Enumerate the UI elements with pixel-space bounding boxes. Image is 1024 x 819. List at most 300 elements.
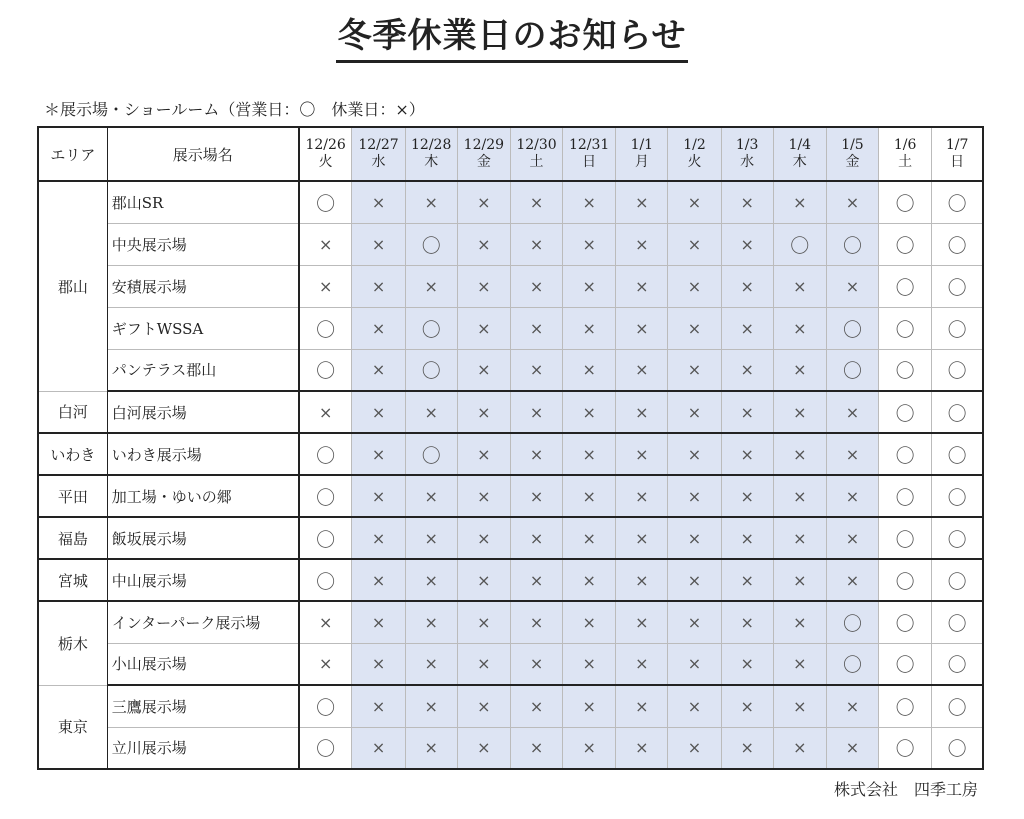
closed-mark: × — [687, 318, 702, 338]
closed-day-cell — [563, 223, 616, 265]
open-day-cell — [932, 391, 983, 433]
table-row — [38, 433, 983, 475]
closed-day-cell — [510, 475, 562, 517]
open-day-cell — [879, 391, 932, 433]
showroom-name-cell: 安積展示場 — [107, 265, 299, 307]
closed-day-cell — [299, 265, 352, 307]
table-row — [38, 643, 983, 685]
closed-mark: × — [845, 486, 860, 506]
area-cell: 宮城 — [38, 559, 107, 601]
closed-mark: × — [845, 402, 860, 422]
open-mark: 〇 — [316, 528, 336, 551]
date-header — [352, 127, 405, 181]
area-cell: 郡山 — [38, 181, 107, 391]
closed-day-cell — [563, 307, 616, 349]
closed-mark: × — [371, 696, 386, 716]
open-day-cell — [879, 517, 932, 559]
open-day-cell — [405, 433, 457, 475]
closed-mark: × — [793, 192, 807, 212]
closed-day-cell — [773, 433, 826, 475]
open-mark: 〇 — [895, 192, 915, 215]
closed-day-cell — [721, 181, 773, 223]
closed-day-cell — [563, 685, 616, 727]
weekday-label: 金 — [845, 154, 860, 170]
open-mark: 〇 — [947, 486, 967, 509]
closed-mark: × — [371, 192, 386, 212]
open-mark: 〇 — [895, 360, 915, 383]
closed-mark: × — [635, 570, 649, 590]
closed-mark: × — [687, 486, 702, 506]
closed-mark: × — [687, 444, 702, 464]
legend-note: ＊展示場・ショールーム（営業日：〇 休業日：×） — [44, 100, 425, 119]
closed-mark: × — [687, 612, 702, 632]
closed-mark: × — [740, 570, 754, 590]
open-mark: 〇 — [947, 738, 967, 761]
closed-mark: × — [582, 444, 596, 464]
date-label: 1/1 — [630, 137, 654, 153]
closed-day-cell — [826, 517, 878, 559]
closed-day-cell — [616, 475, 668, 517]
closed-day-cell — [616, 391, 668, 433]
weekday-label: 金 — [476, 154, 491, 170]
closed-mark: × — [740, 318, 754, 338]
open-mark: 〇 — [947, 570, 967, 593]
closed-mark: × — [318, 234, 333, 254]
closed-day-cell — [826, 475, 878, 517]
open-mark: 〇 — [316, 696, 336, 719]
table-row — [38, 517, 983, 559]
open-mark: 〇 — [947, 318, 967, 341]
closed-day-cell — [457, 223, 510, 265]
date-label: 1/3 — [735, 137, 759, 153]
closed-mark: × — [635, 276, 649, 296]
closed-day-cell — [510, 223, 562, 265]
closed-day-cell — [616, 685, 668, 727]
date-label: 12/28 — [411, 137, 452, 153]
closed-mark: × — [687, 738, 702, 758]
weekday-label: 木 — [424, 154, 439, 170]
closed-mark: × — [635, 360, 649, 380]
closed-mark: × — [477, 612, 491, 632]
closed-mark: × — [318, 612, 333, 632]
date-header — [932, 127, 983, 181]
closed-day-cell — [668, 475, 721, 517]
closed-day-cell — [721, 475, 773, 517]
closed-mark: × — [635, 486, 649, 506]
closed-day-cell — [616, 181, 668, 223]
closed-day-cell — [457, 601, 510, 643]
open-mark: 〇 — [895, 696, 915, 719]
weekday-label: 土 — [529, 154, 544, 170]
open-mark: 〇 — [842, 612, 862, 635]
open-mark: 〇 — [842, 360, 862, 383]
closed-day-cell — [405, 517, 457, 559]
closed-mark: × — [687, 528, 702, 548]
showroom-name-cell: ギフトWSSA — [107, 307, 299, 349]
date-header — [457, 127, 510, 181]
showroom-name-cell: 加工場・ゆいの郷 — [107, 475, 299, 517]
closed-day-cell — [616, 307, 668, 349]
table-row — [38, 181, 983, 223]
closed-day-cell — [352, 517, 405, 559]
showroom-name-cell: 中央展示場 — [107, 223, 299, 265]
date-header — [773, 127, 826, 181]
open-mark: 〇 — [947, 696, 967, 719]
closed-day-cell — [299, 223, 352, 265]
closed-mark: × — [477, 276, 491, 296]
closed-day-cell — [457, 265, 510, 307]
date-label: 12/29 — [463, 137, 505, 153]
closed-mark: × — [424, 654, 438, 674]
closed-day-cell — [773, 517, 826, 559]
open-day-cell — [932, 307, 983, 349]
closed-mark: × — [793, 612, 807, 632]
open-day-cell — [879, 223, 932, 265]
closed-day-cell — [405, 727, 457, 769]
closed-day-cell — [563, 475, 616, 517]
open-day-cell — [299, 727, 352, 769]
closed-mark: × — [687, 360, 702, 380]
open-day-cell — [879, 349, 932, 391]
open-day-cell — [405, 223, 457, 265]
closed-mark: × — [371, 276, 386, 296]
date-label: 1/6 — [893, 137, 917, 153]
closed-mark: × — [318, 402, 333, 422]
closed-day-cell — [457, 685, 510, 727]
closed-day-cell — [405, 601, 457, 643]
closed-mark: × — [845, 192, 860, 212]
closed-mark: × — [740, 738, 754, 758]
closed-day-cell — [773, 391, 826, 433]
date-label: 1/2 — [683, 137, 706, 153]
closed-mark: × — [371, 402, 386, 422]
open-mark: 〇 — [947, 444, 967, 467]
date-label: 12/27 — [358, 137, 399, 153]
closed-mark: × — [635, 738, 649, 758]
closed-mark: × — [582, 612, 596, 632]
closed-mark: × — [477, 486, 491, 506]
closed-mark: × — [582, 234, 596, 254]
open-mark: 〇 — [895, 444, 915, 467]
open-mark: 〇 — [790, 234, 810, 257]
date-header — [826, 127, 878, 181]
closed-mark: × — [424, 192, 438, 212]
closed-mark: × — [740, 192, 754, 212]
open-day-cell — [299, 559, 352, 601]
table-row — [38, 265, 983, 307]
closed-day-cell — [721, 727, 773, 769]
closed-day-cell — [826, 181, 878, 223]
closed-mark: × — [793, 444, 807, 464]
closed-day-cell — [668, 391, 721, 433]
closed-day-cell — [773, 475, 826, 517]
closed-mark: × — [687, 570, 702, 590]
area-cell: いわき — [38, 433, 107, 475]
closed-day-cell — [668, 349, 721, 391]
open-mark: 〇 — [947, 612, 967, 635]
date-label: 12/31 — [568, 137, 610, 153]
closed-mark: × — [477, 528, 491, 548]
page-title — [0, 14, 1024, 63]
closed-day-cell — [352, 643, 405, 685]
closed-day-cell — [721, 391, 773, 433]
open-mark: 〇 — [316, 192, 336, 215]
closed-day-cell — [457, 517, 510, 559]
table-row — [38, 727, 983, 769]
closed-mark: × — [371, 318, 386, 338]
closed-day-cell — [826, 685, 878, 727]
closed-mark: × — [424, 402, 438, 422]
closed-mark: × — [740, 276, 754, 296]
closed-mark: × — [371, 234, 386, 254]
table-row — [38, 307, 983, 349]
showroom-name-cell: 中山展示場 — [107, 559, 299, 601]
closed-day-cell — [352, 391, 405, 433]
closed-day-cell — [721, 559, 773, 601]
open-mark: 〇 — [895, 612, 915, 635]
closed-day-cell — [668, 265, 721, 307]
open-day-cell — [879, 643, 932, 685]
closed-mark: × — [477, 192, 491, 212]
closed-day-cell — [773, 181, 826, 223]
closed-day-cell — [826, 391, 878, 433]
closed-day-cell — [405, 559, 457, 601]
closed-day-cell — [616, 433, 668, 475]
closed-day-cell — [352, 433, 405, 475]
open-day-cell — [932, 349, 983, 391]
closed-day-cell — [668, 643, 721, 685]
open-mark: 〇 — [842, 654, 862, 677]
closed-mark: × — [793, 528, 807, 548]
open-mark: 〇 — [842, 318, 862, 341]
open-mark: 〇 — [316, 738, 336, 761]
closed-day-cell — [299, 601, 352, 643]
open-day-cell — [773, 223, 826, 265]
closed-day-cell — [668, 517, 721, 559]
date-label: 1/5 — [841, 137, 864, 153]
open-day-cell — [299, 433, 352, 475]
closed-day-cell — [616, 727, 668, 769]
closed-day-cell — [510, 685, 562, 727]
closed-mark: × — [740, 654, 754, 674]
closed-mark: × — [424, 276, 438, 296]
closed-mark: × — [424, 528, 438, 548]
closed-day-cell — [773, 349, 826, 391]
closed-day-cell — [510, 559, 562, 601]
closed-mark: × — [371, 612, 386, 632]
open-day-cell — [826, 349, 878, 391]
closed-day-cell — [405, 475, 457, 517]
closed-mark: × — [635, 612, 649, 632]
open-day-cell — [879, 307, 932, 349]
closed-mark: × — [635, 192, 649, 212]
closed-day-cell — [721, 685, 773, 727]
open-day-cell — [299, 307, 352, 349]
closed-mark: × — [793, 696, 807, 716]
closed-day-cell — [616, 559, 668, 601]
open-mark: 〇 — [895, 570, 915, 593]
closed-mark: × — [529, 234, 544, 254]
name-column-header: 展示場名 — [107, 127, 299, 181]
closed-day-cell — [668, 559, 721, 601]
open-day-cell — [879, 433, 932, 475]
closed-mark: × — [740, 696, 754, 716]
closed-day-cell — [510, 349, 562, 391]
closed-mark: × — [687, 192, 702, 212]
showroom-name-cell: 白河展示場 — [107, 391, 299, 433]
closed-mark: × — [529, 486, 544, 506]
closed-day-cell — [563, 391, 616, 433]
closed-mark: × — [793, 570, 807, 590]
open-day-cell — [299, 181, 352, 223]
closed-mark: × — [529, 696, 544, 716]
open-mark: 〇 — [316, 444, 336, 467]
closed-day-cell — [405, 685, 457, 727]
closed-mark: × — [845, 570, 860, 590]
closed-day-cell — [457, 349, 510, 391]
open-mark: 〇 — [421, 444, 441, 467]
closed-day-cell — [721, 643, 773, 685]
closed-mark: × — [424, 738, 438, 758]
closed-day-cell — [352, 181, 405, 223]
open-mark: 〇 — [842, 234, 862, 257]
open-mark: 〇 — [421, 234, 441, 257]
closed-day-cell — [668, 727, 721, 769]
closed-day-cell — [721, 601, 773, 643]
table-row — [38, 391, 983, 433]
closed-day-cell — [352, 685, 405, 727]
table-row — [38, 601, 983, 643]
closed-mark: × — [529, 360, 544, 380]
closed-day-cell — [352, 601, 405, 643]
open-day-cell — [826, 307, 878, 349]
closed-day-cell — [773, 643, 826, 685]
closed-mark: × — [793, 276, 807, 296]
open-day-cell — [932, 685, 983, 727]
open-mark: 〇 — [316, 486, 336, 509]
date-header — [668, 127, 721, 181]
open-day-cell — [879, 475, 932, 517]
closed-day-cell — [616, 223, 668, 265]
closed-mark: × — [529, 654, 544, 674]
table-row — [38, 223, 983, 265]
showroom-name-cell: インターパーク展示場 — [107, 601, 299, 643]
closed-day-cell — [668, 223, 721, 265]
closed-mark: × — [529, 192, 544, 212]
closed-day-cell — [721, 517, 773, 559]
showroom-name-cell: いわき展示場 — [107, 433, 299, 475]
closed-day-cell — [616, 643, 668, 685]
closed-mark: × — [371, 444, 386, 464]
closed-day-cell — [457, 475, 510, 517]
closed-day-cell — [405, 391, 457, 433]
open-mark: 〇 — [895, 276, 915, 299]
closed-day-cell — [352, 223, 405, 265]
closed-day-cell — [668, 601, 721, 643]
open-mark: 〇 — [947, 192, 967, 215]
closed-day-cell — [563, 433, 616, 475]
closed-day-cell — [299, 643, 352, 685]
closed-day-cell — [721, 433, 773, 475]
open-day-cell — [932, 643, 983, 685]
open-day-cell — [826, 223, 878, 265]
weekday-label: 水 — [740, 154, 755, 170]
closed-mark: × — [687, 234, 702, 254]
closed-mark: × — [371, 738, 386, 758]
closed-mark: × — [793, 402, 807, 422]
closed-day-cell — [457, 727, 510, 769]
closed-day-cell — [773, 727, 826, 769]
closed-mark: × — [793, 486, 807, 506]
date-header — [563, 127, 616, 181]
area-column-header: エリア — [38, 127, 107, 181]
closed-day-cell — [721, 307, 773, 349]
closed-day-cell — [457, 643, 510, 685]
closed-mark: × — [582, 528, 596, 548]
closed-day-cell — [457, 181, 510, 223]
closed-mark: × — [635, 528, 649, 548]
closed-day-cell — [352, 307, 405, 349]
closed-mark: × — [477, 570, 491, 590]
closed-mark: × — [740, 612, 754, 632]
weekday-label: 土 — [898, 154, 913, 170]
weekday-label: 日 — [950, 154, 965, 170]
closed-mark: × — [635, 318, 649, 338]
weekday-label: 月 — [634, 154, 649, 170]
closed-mark: × — [740, 528, 754, 548]
open-mark: 〇 — [947, 234, 967, 257]
closed-day-cell — [352, 727, 405, 769]
closed-mark: × — [793, 318, 807, 338]
closed-day-cell — [405, 265, 457, 307]
open-day-cell — [879, 685, 932, 727]
date-label: 12/26 — [305, 137, 346, 153]
closed-mark: × — [371, 570, 386, 590]
closed-mark: × — [371, 654, 386, 674]
closed-mark: × — [635, 696, 649, 716]
date-header — [879, 127, 932, 181]
closed-mark: × — [529, 528, 544, 548]
closed-mark: × — [740, 444, 754, 464]
open-mark: 〇 — [895, 528, 915, 551]
table-row — [38, 475, 983, 517]
closed-day-cell — [563, 517, 616, 559]
showroom-name-cell: 三鷹展示場 — [107, 685, 299, 727]
closed-mark: × — [371, 360, 386, 380]
closed-day-cell — [563, 727, 616, 769]
open-day-cell — [932, 559, 983, 601]
showroom-name-cell: パンテラス郡山 — [107, 349, 299, 391]
closed-mark: × — [635, 402, 649, 422]
closed-day-cell — [563, 643, 616, 685]
closed-mark: × — [582, 360, 596, 380]
closed-day-cell — [352, 475, 405, 517]
closed-mark: × — [845, 696, 860, 716]
closure-schedule-table — [37, 126, 984, 770]
closed-day-cell — [510, 727, 562, 769]
closed-day-cell — [510, 181, 562, 223]
closed-day-cell — [352, 265, 405, 307]
closed-day-cell — [721, 265, 773, 307]
open-mark: 〇 — [895, 402, 915, 425]
date-label: 12/30 — [516, 137, 557, 153]
closed-day-cell — [563, 265, 616, 307]
closed-mark: × — [845, 276, 860, 296]
closed-day-cell — [510, 391, 562, 433]
closed-mark: × — [318, 654, 333, 674]
open-day-cell — [879, 601, 932, 643]
closed-day-cell — [563, 601, 616, 643]
